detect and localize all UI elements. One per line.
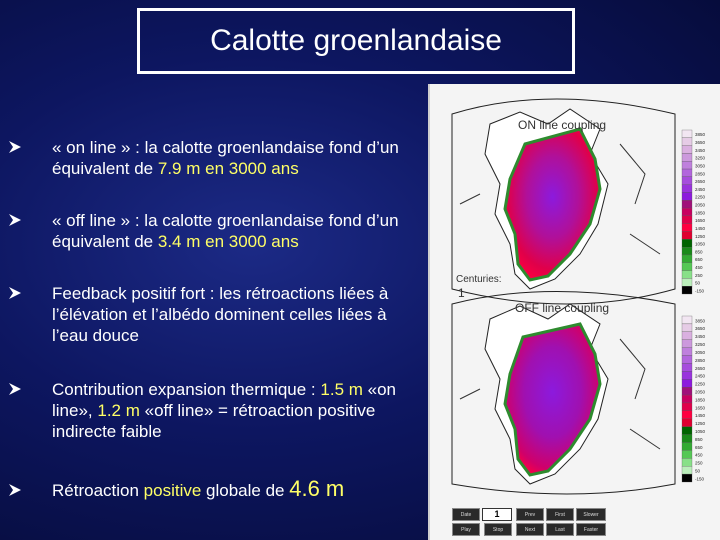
legend-value-label: 2050: [695, 202, 706, 208]
bullet-2-text: « off line » : la calotte groenlandaise fond d’un équivalent de: [52, 211, 399, 251]
legend-swatch: [682, 153, 692, 161]
slide-title: Calotte groenlandaise: [137, 8, 575, 74]
legend-value-label: 450: [695, 265, 703, 271]
legend-value-label: 1850: [695, 397, 706, 403]
legend-swatch: [682, 239, 692, 247]
bottom-map: [452, 292, 675, 495]
last-button[interactable]: Last: [546, 523, 574, 536]
legend-value-label: 650: [695, 257, 703, 263]
online-coupling-label: ON line coupling: [518, 118, 607, 132]
legend-value-label: 250: [695, 460, 703, 466]
arrowhead-bullet-icon: [8, 140, 22, 154]
legend-value-label: -150: [695, 476, 705, 482]
legend-swatch: [682, 232, 692, 240]
legend-swatch: [682, 130, 692, 138]
legend-swatch: [682, 466, 692, 474]
legend-value-label: 3450: [695, 334, 706, 340]
bullet-4-post: «off line» = rétroaction positive indirecte faible: [52, 401, 376, 441]
ice-sheet-offline: [505, 324, 600, 475]
bullet-5-value: 4.6 m: [289, 476, 345, 501]
legend-value-label: 1650: [695, 218, 706, 224]
legend-value-label: 3650: [695, 326, 706, 332]
first-button[interactable]: First: [546, 508, 574, 521]
legend-value-label: 1450: [695, 225, 706, 231]
legend-swatch: [682, 332, 692, 340]
legend-value-label: 3450: [695, 147, 706, 153]
greenland-maps-figure: [430, 84, 720, 540]
bullet-5-text: Rétroaction: [52, 481, 144, 500]
legend-value-label: 2450: [695, 186, 706, 192]
legend-value-label: 1450: [695, 413, 706, 419]
stop-button[interactable]: Stop: [484, 523, 512, 536]
legend-swatch: [682, 411, 692, 419]
legend-swatch: [682, 419, 692, 427]
legend-value-label: 2850: [695, 357, 706, 363]
legend-value-label: 1250: [695, 421, 706, 427]
legend-swatch: [682, 435, 692, 443]
legend-value-label: -150: [695, 288, 705, 294]
legend-swatch: [682, 340, 692, 348]
legend-swatch: [682, 286, 692, 294]
date-label: Date: [452, 508, 480, 521]
legend-swatch: [682, 161, 692, 169]
legend-value-label: 50: [695, 468, 701, 474]
legend-value-label: 2650: [695, 365, 706, 371]
legend-value-label: 3050: [695, 349, 706, 355]
legend-swatch: [682, 387, 692, 395]
legend-swatch: [682, 224, 692, 232]
legend-value-label: 3850: [695, 132, 706, 138]
legend-value-label: 1850: [695, 210, 706, 216]
legend-value-label: 3650: [695, 140, 706, 146]
legend-swatch: [682, 138, 692, 146]
arrowhead-bullet-icon: [8, 213, 22, 227]
bullet-5-mid: globale de: [201, 481, 290, 500]
centuries-value: 1: [458, 286, 465, 300]
bullet-4-text: Contribution expansion thermique :: [52, 380, 321, 399]
bullet-4-value-online: 1.5 m: [320, 380, 363, 399]
date-input[interactable]: 1: [482, 508, 512, 521]
legend-swatch: [682, 427, 692, 435]
legend-swatch: [682, 442, 692, 450]
color-legend-offline: [682, 316, 706, 482]
legend-swatch: [682, 255, 692, 263]
greenland-figure-panel: [428, 84, 720, 540]
arrowhead-bullet-icon: [8, 483, 22, 497]
legend-value-label: 1650: [695, 405, 706, 411]
legend-swatch: [682, 200, 692, 208]
legend-swatch: [682, 324, 692, 332]
legend-value-label: 2250: [695, 381, 706, 387]
bullet-4-mid: «on line»,: [52, 380, 397, 420]
legend-swatch: [682, 177, 692, 185]
legend-swatch: [682, 450, 692, 458]
next-button[interactable]: Next: [516, 523, 544, 536]
legend-swatch: [682, 395, 692, 403]
legend-swatch: [682, 316, 692, 324]
legend-swatch: [682, 363, 692, 371]
legend-value-label: 2650: [695, 179, 706, 185]
legend-swatch: [682, 271, 692, 279]
legend-swatch: [682, 356, 692, 364]
legend-swatch: [682, 247, 692, 255]
legend-value-label: 1050: [695, 241, 706, 247]
legend-value-label: 2850: [695, 171, 706, 177]
play-button[interactable]: Play: [452, 523, 480, 536]
legend-swatch: [682, 379, 692, 387]
centuries-label: Centuries:: [456, 274, 502, 285]
legend-value-label: 1050: [695, 428, 706, 434]
legend-value-label: 2050: [695, 389, 706, 395]
legend-value-label: 450: [695, 452, 703, 458]
legend-value-label: 850: [695, 436, 703, 442]
bullet-4-value-offline: 1.2 m: [97, 401, 140, 420]
legend-swatch: [682, 474, 692, 482]
legend-swatch: [682, 403, 692, 411]
faster-button[interactable]: Faster: [576, 523, 606, 536]
legend-value-label: 250: [695, 272, 703, 278]
legend-value-label: 3250: [695, 342, 706, 348]
legend-swatch: [682, 192, 692, 200]
legend-swatch: [682, 208, 692, 216]
legend-value-label: 850: [695, 249, 703, 255]
bullet-2-value: 3.4 m en 3000 ans: [157, 232, 299, 251]
prev-button[interactable]: Prev: [516, 508, 544, 521]
offline-coupling-label: OFF line coupling: [515, 301, 610, 315]
bullet-1-text: « on line » : la calotte groenlandaise fond d’un équivalent de: [52, 138, 399, 178]
legend-value-label: 3250: [695, 155, 706, 161]
bullet-5-positive: positive: [143, 481, 202, 500]
legend-swatch: [682, 216, 692, 224]
legend-swatch: [682, 185, 692, 193]
slower-button[interactable]: Slower: [576, 508, 606, 521]
legend-value-label: 3050: [695, 163, 706, 169]
legend-value-label: 3850: [695, 318, 706, 324]
legend-swatch: [682, 458, 692, 466]
color-legend-online: [682, 130, 706, 294]
legend-swatch: [682, 146, 692, 154]
bullet-3-text: Feedback positif fort : les rétroactions liées à l’élévation et l’albédo dominent celles liées à l’eau douce: [52, 284, 389, 345]
legend-value-label: 2250: [695, 194, 706, 200]
legend-swatch: [682, 169, 692, 177]
arrowhead-bullet-icon: [8, 286, 22, 300]
legend-swatch: [682, 348, 692, 356]
legend-swatch: [682, 263, 692, 271]
legend-value-label: 50: [695, 280, 701, 286]
legend-value-label: 1250: [695, 233, 706, 239]
legend-value-label: 650: [695, 444, 703, 450]
legend-swatch: [682, 278, 692, 286]
arrowhead-bullet-icon: [8, 382, 22, 396]
legend-swatch: [682, 371, 692, 379]
legend-value-label: 2450: [695, 373, 706, 379]
bullet-1-value: 7.9 m en 3000 ans: [157, 159, 299, 178]
